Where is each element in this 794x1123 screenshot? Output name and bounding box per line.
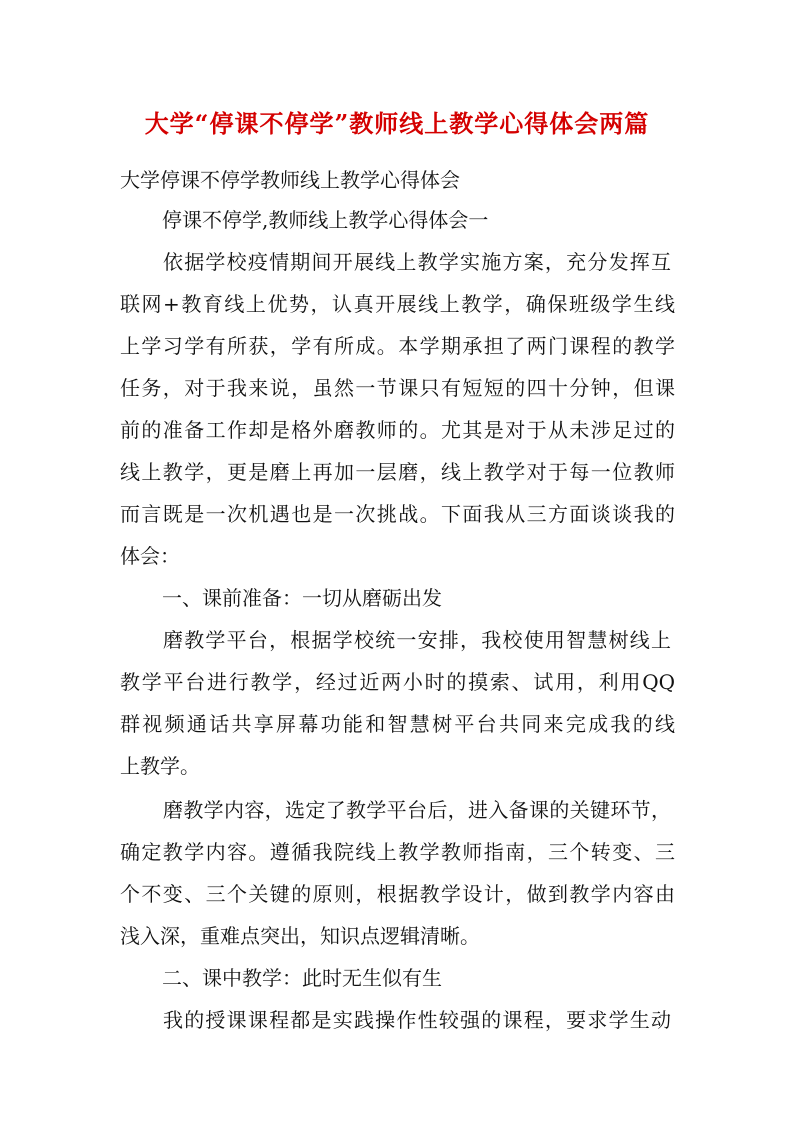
paragraph-line: 线上教学，更是磨上再加一层磨，线上教学对于每一位教师 xyxy=(120,460,675,484)
paragraph-line: 体会： xyxy=(120,544,180,568)
paragraph-line: 群视频通话共享屏幕功能和智慧树平台共同来完成我的线 xyxy=(120,712,675,736)
document-title: 大学“停课不停学”教师线上教学心得体会两篇 xyxy=(144,109,650,138)
section-heading: 停课不停学,教师线上教学心得体会一 xyxy=(162,208,489,232)
paragraph-line: 浅入深，重难点突出，知识点逻辑清晰。 xyxy=(120,924,480,948)
paragraph-line: 上教学。 xyxy=(120,754,200,778)
paragraph-line: 任务，对于我来说，虽然一节课只有短短的四十分钟，但课 xyxy=(120,376,675,400)
paragraph-line: 个不变、三个关键的原则，根据教学设计，做到教学内容由 xyxy=(120,882,675,906)
paragraph-line: 教学平台进行教学，经过近两小时的摸索、试用，利用QQ xyxy=(120,670,675,694)
paragraph-line: 联网+教育线上优势，认真开展线上教学，确保班级学生线 xyxy=(120,292,675,316)
paragraph-line: 而言既是一次机遇也是一次挑战。下面我从三方面谈谈我的 xyxy=(120,502,675,526)
paragraph-line: 磨教学平台，根据学校统一安排，我校使用智慧树线上 xyxy=(163,628,671,652)
paragraph-line: 上学习学有所获，学有所成。本学期承担了两门课程的教学 xyxy=(120,334,675,358)
paragraph-line: 依据学校疫情期间开展线上教学实施方案，充分发挥互 xyxy=(163,250,671,274)
section-heading: 一、课前准备：一切从磨砺出发 xyxy=(162,586,442,610)
subtitle-line: 大学停课不停学教师线上教学心得体会 xyxy=(120,168,460,192)
paragraph-line: 确定教学内容。遵循我院线上教学教师指南，三个转变、三 xyxy=(120,840,675,864)
paragraph-line: 前的准备工作却是格外磨教师的。尤其是对于从未涉足过的 xyxy=(120,418,675,442)
paragraph-line: 我的授课课程都是实践操作性较强的课程，要求学生动 xyxy=(163,1008,671,1032)
paragraph-line: 磨教学内容，选定了教学平台后，进入备课的关键环节， xyxy=(163,798,671,822)
section-heading: 二、课中教学：此时无生似有生 xyxy=(162,966,442,990)
